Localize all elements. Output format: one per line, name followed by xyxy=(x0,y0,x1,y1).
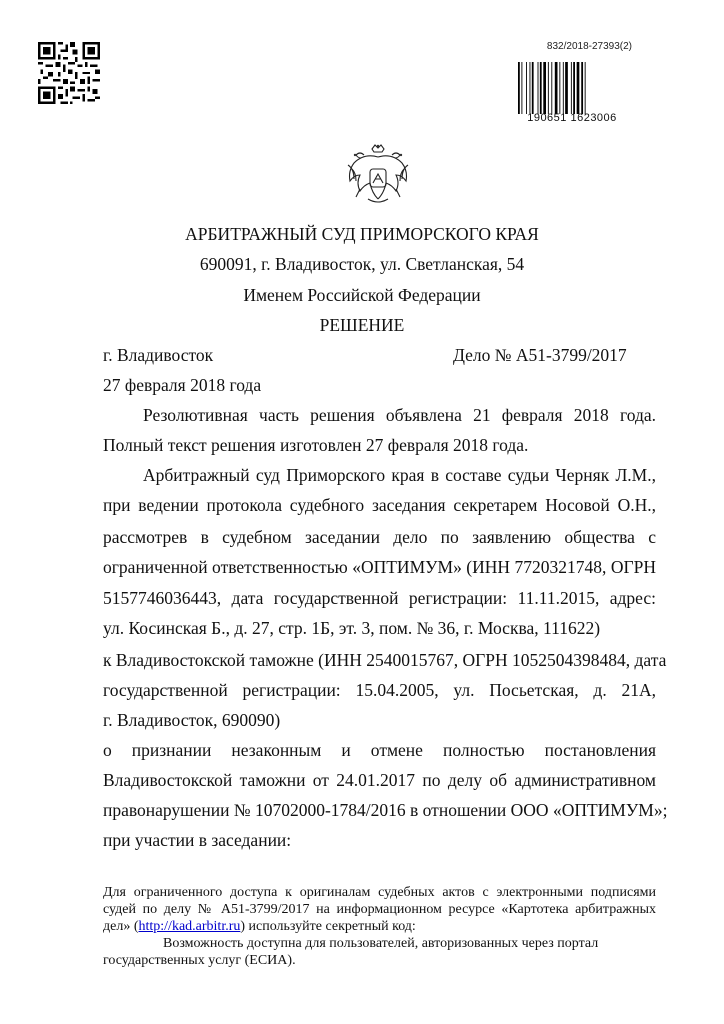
city: г. Владивосток xyxy=(103,345,214,365)
paragraph-line: о признании незаконным и отмене полностью постановления xyxy=(103,740,656,760)
paragraph-line: 5157746036443, дата государственной регистрации: 11.11.2015, адрес: xyxy=(103,588,656,608)
footer-line: Для ограниченного доступа к оригиналам судебных актов с электронными подписями xyxy=(103,885,656,900)
document-code: 832/2018-27393(2) xyxy=(546,41,632,52)
resolution-line-2: Полный текст решения изготовлен 27 февраля 2018 года. xyxy=(103,435,529,455)
barcode-icon xyxy=(518,62,626,114)
footer-line: судей по делу № А51-3799/2017 на информационном ресурсе «Картотека арбитражных xyxy=(103,902,656,917)
paragraph-line: при ведении протокола судебного заседания секретарем Носовой О.Н., xyxy=(103,495,656,515)
court-name: АРБИТРАЖНЫЙ СУД ПРИМОРСКОГО КРАЯ xyxy=(185,224,539,244)
paragraph-line: государственной регистрации: 15.04.2005, ул. Посьетская, д. 21А, xyxy=(103,680,656,700)
paragraph-line: правонарушении № 10702000-1784/2016 в отношении ООО «ОПТИМУМ»; xyxy=(103,800,668,820)
resolution-line-1: Резолютивная часть решения объявлена 21 февраля 2018 года. xyxy=(143,405,656,425)
footer-line: государственных услуг (ЕСИА). xyxy=(103,953,296,968)
decision-date: 27 февраля 2018 года xyxy=(103,375,262,395)
in-name-of-federation: Именем Российской Федерации xyxy=(243,285,481,305)
paragraph-line: при участии в заседании: xyxy=(103,830,292,850)
paragraph-line: Арбитражный суд Приморского края в составе судьи Черняк Л.М., xyxy=(143,465,656,485)
footer-text: ) используйте секретный код: xyxy=(240,919,416,934)
case-number: Дело № А51-3799/2017 xyxy=(453,345,627,365)
court-address: 690091, г. Владивосток, ул. Светланская, 54 xyxy=(199,254,525,274)
footer-line xyxy=(103,918,656,935)
paragraph-line: Владивостокской таможни от 24.01.2017 по делу об административном xyxy=(103,770,656,790)
paragraph-line: ограниченной ответственностью «ОПТИМУМ» (ИНН 7720321748, ОГРН xyxy=(103,557,656,577)
footer-text: дел» ( xyxy=(103,919,139,934)
decision-title: РЕШЕНИЕ xyxy=(319,315,405,335)
paragraph-line: рассмотрев в судебном заседании дело по заявлению общества с xyxy=(103,527,656,547)
paragraph-line: ул. Косинская Б., д. 27, стр. 1Б, эт. 3, пом. № 36, г. Москва, 111622) xyxy=(103,618,601,638)
paragraph-line: к Владивостокской таможне (ИНН 2540015767, ОГРН 1052504398484, дата xyxy=(103,650,667,670)
footer-line: Возможность доступна для пользователей, авторизованных через портал xyxy=(163,936,599,951)
barcode-number: 190651 1623006 xyxy=(527,112,617,124)
paragraph-line: г. Владивосток, 690090) xyxy=(103,710,281,730)
qr-code-icon xyxy=(38,42,100,104)
coat-of-arms-icon xyxy=(342,143,414,209)
kad-arbitr-link[interactable]: http://kad.arbitr.ru xyxy=(138,919,241,934)
